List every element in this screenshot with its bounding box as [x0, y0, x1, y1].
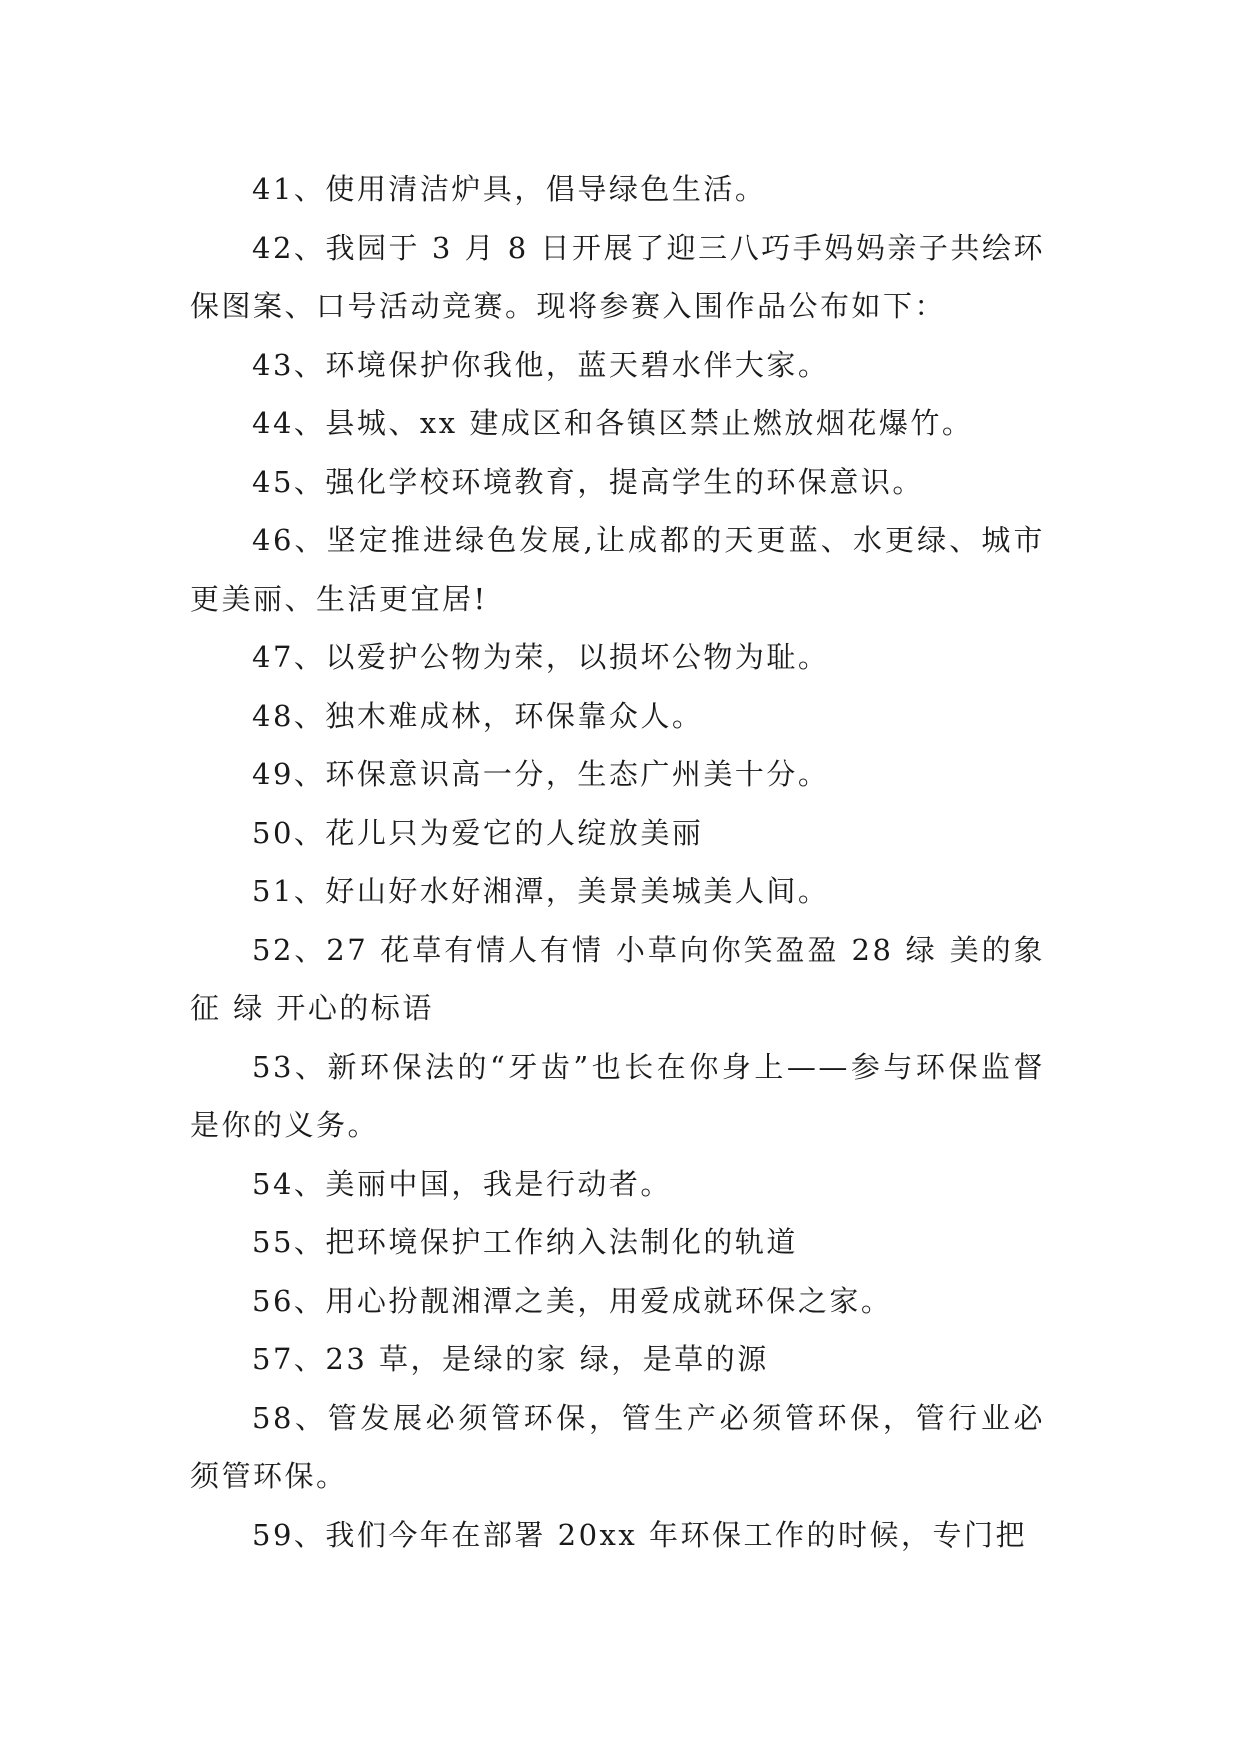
paragraph-52: 52、27 花草有情人有情 小草向你笑盈盈 28 绿 美的象征 绿 开心的标语	[190, 932, 1045, 1025]
paragraph-50: 50、花儿只为爱它的人绽放美丽	[252, 815, 704, 850]
paragraph-44: 44、县城、xx 建成区和各镇区禁止燃放烟花爆竹。	[252, 406, 974, 440]
paragraph-49: 49、环保意识高一分，生态广州美十分。	[252, 757, 830, 791]
paragraph-41: 41、使用清洁炉具，倡导绿色生活。	[252, 172, 767, 206]
paragraph-55: 55、把环境保护工作纳入法制化的轨道	[252, 1225, 798, 1259]
paragraph-59: 59、我们今年在部署 20xx 年环保工作的时候，专门把	[252, 1517, 1027, 1552]
paragraph-57: 57、23 草，是绿的家 绿，是草的源	[252, 1342, 769, 1376]
paragraph-56: 56、用心扮靓湘潭之美，用爱成就环保之家。	[252, 1283, 893, 1318]
paragraph-54: 54、美丽中国，我是行动者。	[252, 1166, 672, 1201]
paragraph-58: 58、管发展必须管环保，管生产必须管环保，管行业必须管环保。	[190, 1400, 1045, 1493]
paragraph-42: 42、我园于 3 月 8 日开展了迎三八巧手妈妈亲子共绘环保图案、口号活动竞赛。现将参赛入围作品公布如下：	[190, 230, 1045, 323]
paragraph-51: 51、好山好水好湘潭，美景美城美人间。	[252, 874, 830, 908]
paragraph-45: 45、强化学校环境教育，提高学生的环保意识。	[252, 464, 924, 499]
paragraph-43: 43、环境保护你我他，蓝天碧水伴大家。	[252, 347, 830, 382]
document-body	[190, 160, 1045, 1564]
paragraph-53: 53、新环保法的“牙齿”也长在你身上——参与环保监督是你的义务。	[190, 1049, 1045, 1142]
paragraph-47: 47、以爱护公物为荣，以损坏公物为耻。	[252, 640, 830, 674]
paragraph-46: 46、坚定推进绿色发展,让成都的天更蓝、水更绿、城市更美丽、生活更宜居!	[190, 523, 1045, 616]
paragraph-48: 48、独木难成林，环保靠众人。	[252, 698, 704, 733]
